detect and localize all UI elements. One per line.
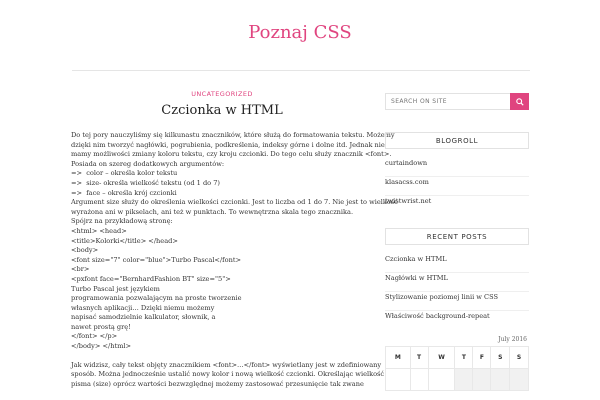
post-body-line: <pxfont face="BernhardFashion BT" size="5"> bbox=[71, 274, 231, 283]
recent-post-link[interactable]: Stylizowanie poziomej linii w CSS bbox=[385, 292, 529, 311]
calendar-weekday: M bbox=[386, 347, 411, 369]
post-body-line: nawet prostą grę! bbox=[71, 322, 131, 331]
calendar-weekday: S bbox=[510, 347, 529, 369]
post-body-line: sposób. Można jednocześnie ustalić nowy kolor i nową wielkość czcionki. Określając wielkość bbox=[71, 370, 385, 379]
post-category-link[interactable]: UNCATEGORIZED bbox=[191, 90, 253, 98]
post-body-line: Turbo Pascal jest językiem bbox=[71, 284, 160, 293]
blogroll-link[interactable]: curtaindown bbox=[385, 158, 529, 177]
post-body-line: => face – określa krój czcionki bbox=[71, 188, 177, 197]
paragraph-gap bbox=[71, 352, 373, 361]
post-body-line: mamy możliwości zmiany koloru tekstu, czy kroju czcionki. Do tego celu służy znacznik <font>. bbox=[71, 150, 392, 159]
blogroll-list bbox=[385, 158, 529, 215]
site-title[interactable]: Poznaj CSS bbox=[248, 22, 352, 43]
blogroll-link[interactable]: klasacss.com bbox=[385, 177, 529, 196]
header-divider bbox=[72, 70, 530, 71]
calendar-weekday: T bbox=[455, 347, 473, 369]
post-body-line: dzięki nim tworzyć nagłówki, pogrubienia, podkreślenia, indeksy górne i dolne itd. Jednak nie bbox=[71, 140, 385, 149]
post-body-line: <font size="7" color="blue">Turbo Pascal</font> bbox=[71, 255, 242, 264]
post-body-line: napisać samodzielnie kalkulator, słownik, a bbox=[71, 313, 216, 322]
calendar-header-row bbox=[386, 347, 529, 369]
post-body-line: Do tej pory nauczyliśmy się kilkunastu znaczników, które służą do formatowania tekstu. Możemy bbox=[71, 131, 395, 139]
calendar-day-empty bbox=[410, 369, 428, 391]
post-body-line: <br> bbox=[71, 265, 90, 274]
post-body-line: <title>Kolorki</title> </head> bbox=[71, 236, 178, 245]
calendar bbox=[385, 346, 529, 391]
post-title[interactable]: Czcionka w HTML bbox=[161, 103, 283, 118]
search-icon bbox=[516, 98, 524, 106]
post-body-line: wyrażona ani w pikselach, ani też w punktach. To wewnętrzna skala tego znacznika. bbox=[71, 207, 354, 216]
blogroll-link[interactable]: twistwrist.net bbox=[385, 197, 432, 205]
calendar-day bbox=[510, 369, 529, 391]
calendar-weekday: W bbox=[428, 347, 455, 369]
post-body-line: Argument size służy do określenia wielkości czcionki. Jest to liczba od 1 do 7. Nie jest to wielkość bbox=[71, 198, 398, 207]
recent-posts-list bbox=[385, 254, 529, 330]
recent-post-link[interactable]: Nagłówki w HTML bbox=[385, 273, 529, 292]
post-body-line: </font> </p> bbox=[71, 332, 118, 341]
calendar-day bbox=[491, 369, 510, 391]
search-input[interactable] bbox=[385, 93, 510, 110]
post-body-line: pisma (size) oprócz wartości bezwzględnej możemy zastosować przesunięcie tak zwane bbox=[71, 379, 364, 388]
calendar-weekday: T bbox=[410, 347, 428, 369]
calendar-weekday: F bbox=[473, 347, 491, 369]
calendar-day bbox=[473, 369, 491, 391]
post-body bbox=[71, 131, 398, 389]
post-body-line: Spójrz na przykładową stronę: bbox=[71, 217, 173, 226]
calendar-weekday: S bbox=[491, 347, 510, 369]
search-button[interactable] bbox=[510, 93, 529, 110]
calendar-day-empty bbox=[386, 369, 411, 391]
post-body-line: </body> </html> bbox=[71, 342, 132, 351]
post-body-line: własnych aplikacji… Dzięki niemu możemy bbox=[71, 303, 215, 312]
post-body-line: => size- określa wielkość tekstu (od 1 do 7) bbox=[71, 178, 221, 187]
calendar-caption: July 2016 bbox=[498, 336, 527, 343]
blogroll-title: BLOGROLL bbox=[385, 132, 529, 149]
post-body-line: programowania pozwalającym na proste tworzenie bbox=[71, 294, 242, 303]
post-body-line: <html> <head> bbox=[71, 226, 127, 235]
post-body-line: => color – określa kolor tekstu bbox=[71, 169, 178, 178]
calendar-week-row bbox=[386, 369, 529, 391]
post bbox=[71, 90, 398, 389]
recent-post-link[interactable]: Właściwość background-repeat bbox=[385, 312, 490, 320]
post-body-line: Jak widzisz, cały tekst objęty znacznikiem <font>…</font> wyświetlany jest w zdefiniowany bbox=[71, 360, 382, 369]
calendar-day bbox=[455, 369, 473, 391]
post-body-line: <body> bbox=[71, 246, 99, 255]
calendar-day-empty bbox=[428, 369, 455, 391]
post-body-line: Posiada on szereg dodatkowych argumentów: bbox=[71, 159, 225, 168]
search-form bbox=[385, 93, 529, 110]
recent-posts-title: RECENT POSTS bbox=[385, 228, 529, 245]
recent-post-link[interactable]: Czcionka w HTML bbox=[385, 254, 529, 273]
